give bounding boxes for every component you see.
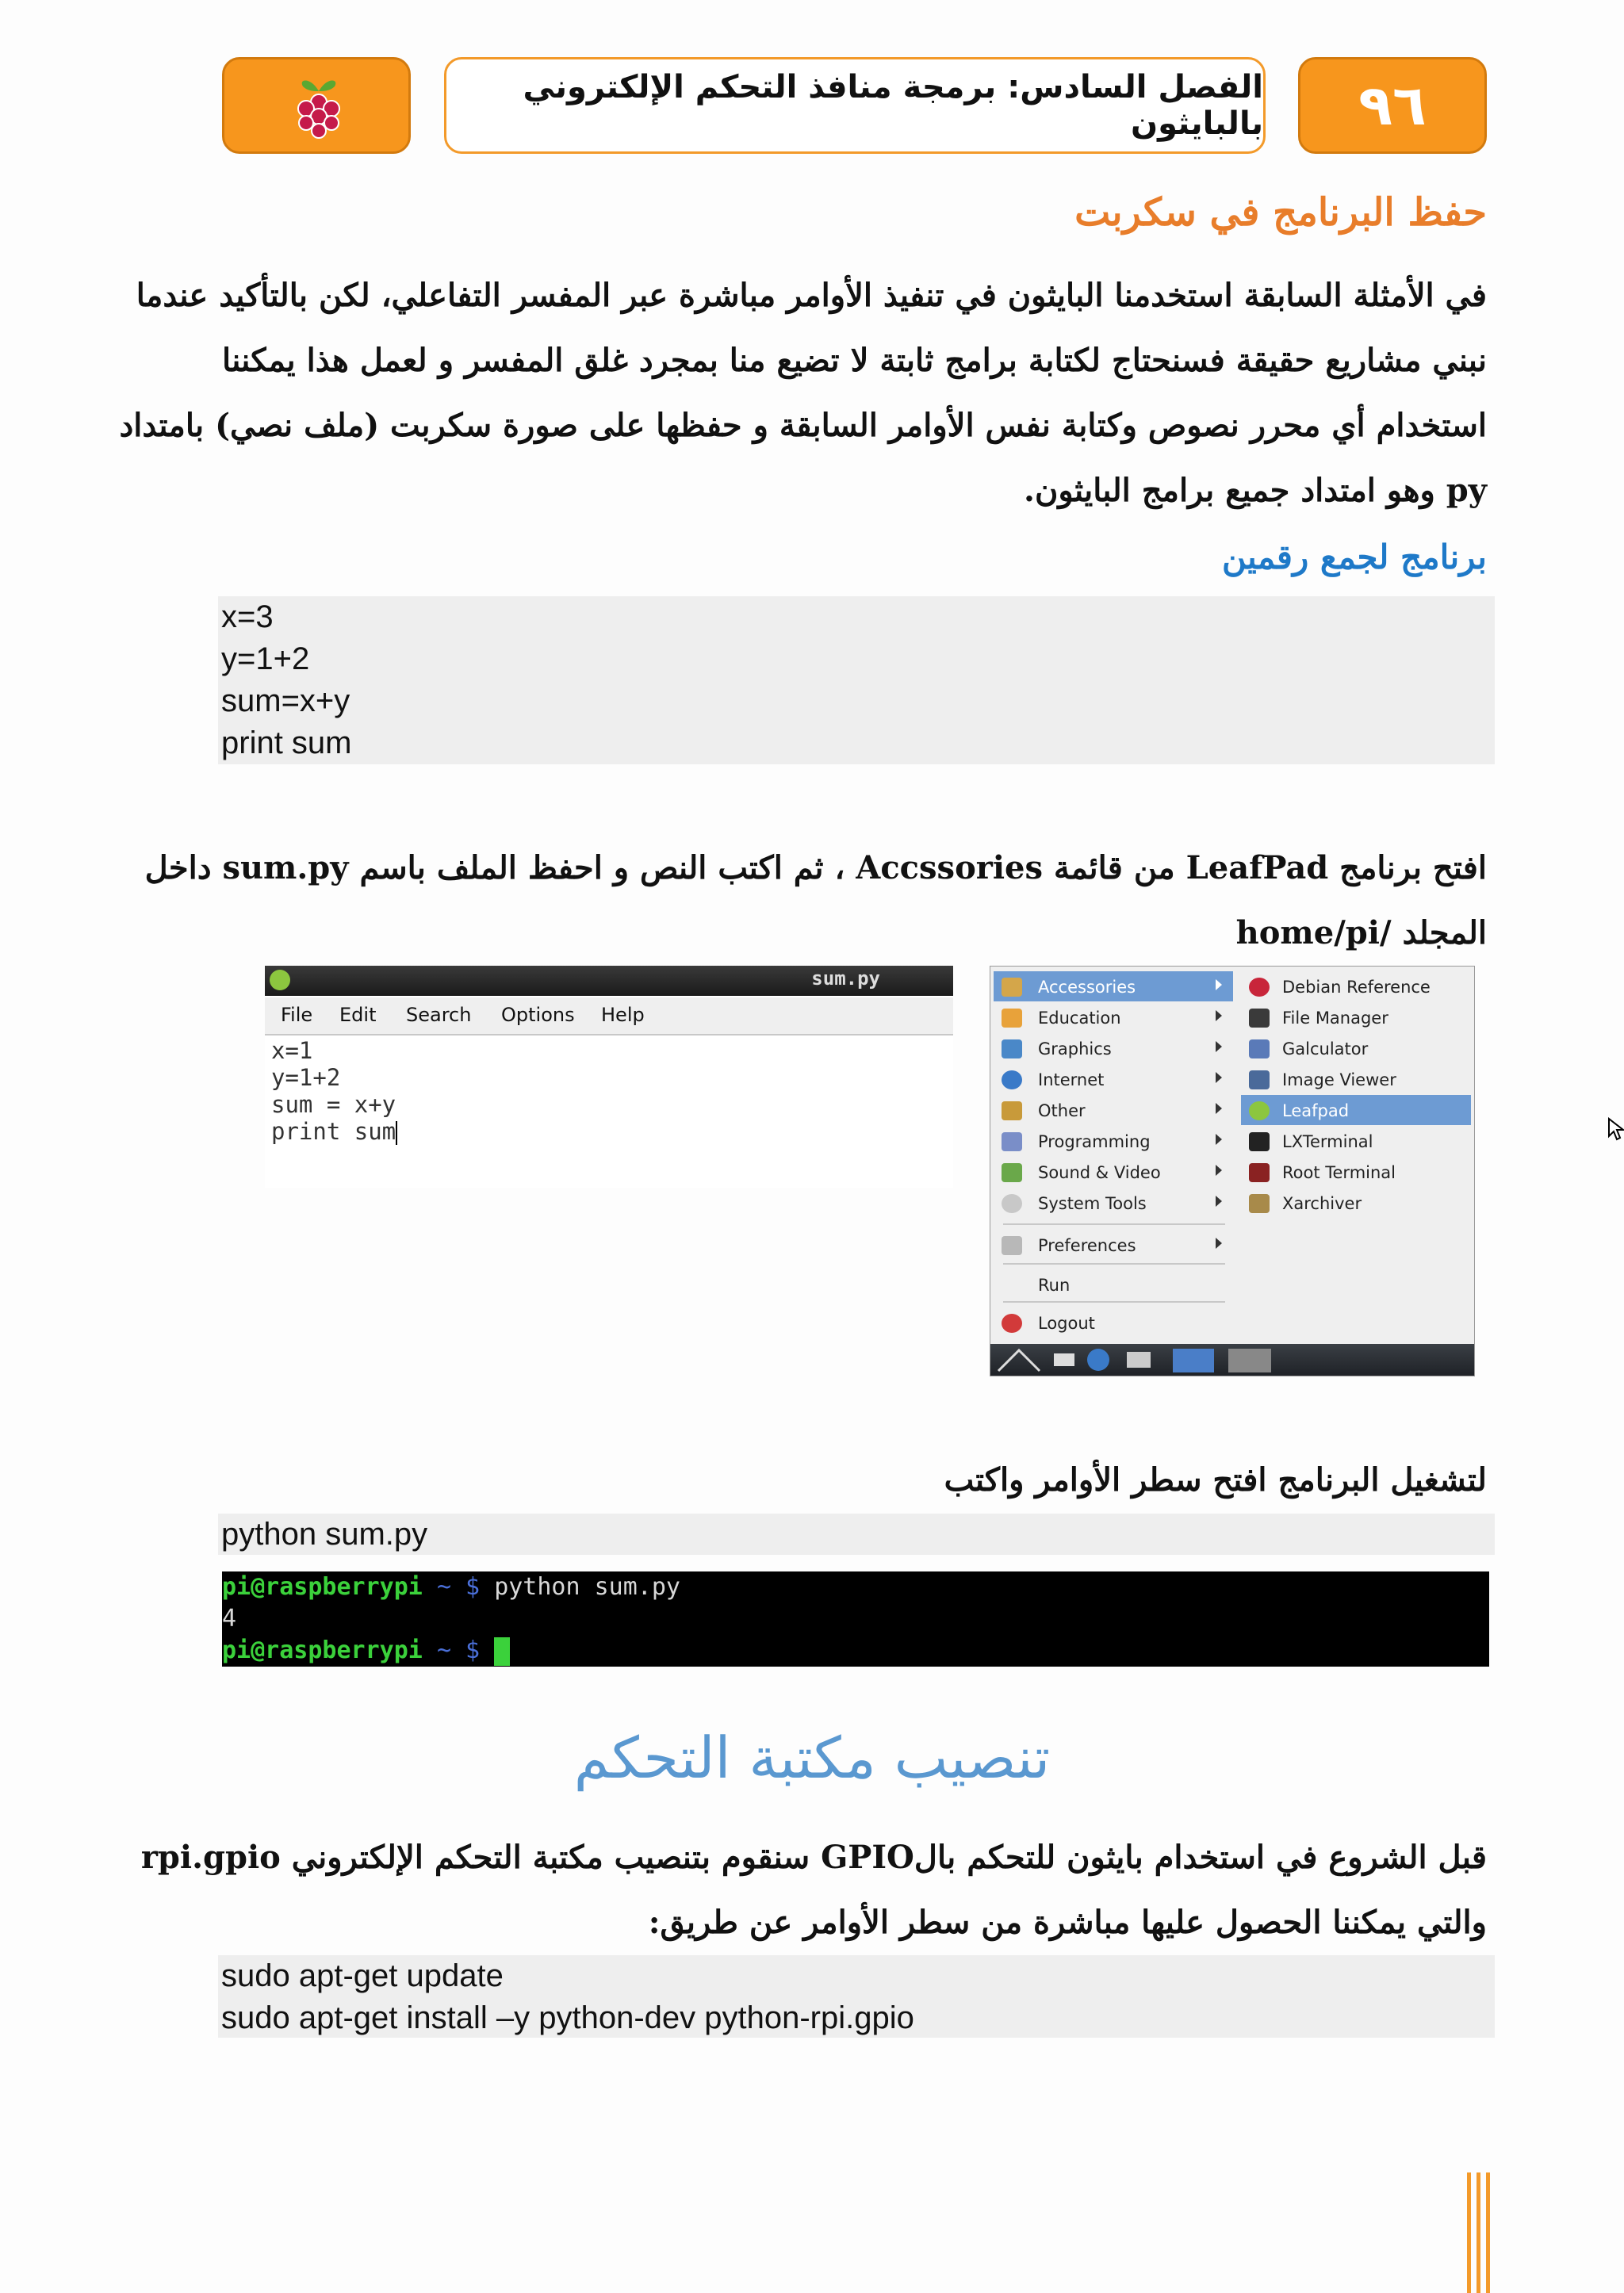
menu-item-label: LXTerminal: [1282, 1132, 1373, 1151]
page-number: ٩٦: [1358, 73, 1427, 138]
code-block-run: [218, 1514, 1495, 1555]
submenu-item-xarchiver[interactable]: [1241, 1188, 1471, 1218]
terminal-line: [222, 1635, 510, 1667]
accessories-icon: [1002, 978, 1022, 997]
menu-item-other[interactable]: [994, 1095, 1233, 1125]
menu-item-label: Xarchiver: [1282, 1194, 1362, 1213]
terminal-command: python sum.py: [494, 1573, 680, 1601]
section-heading: حفظ البرنامج في سكربت: [1074, 190, 1487, 235]
internet-icon: [1002, 1070, 1022, 1089]
paragraph-line: py وهو امتداد جميع برامج البايثون.: [1024, 472, 1487, 509]
desktop-icon[interactable]: [1127, 1352, 1151, 1368]
instruction-line: المجلد /home/pi: [1235, 914, 1487, 951]
menu-categories: [990, 967, 1239, 1344]
other-icon: [1002, 1101, 1022, 1120]
menu-options[interactable]: Options: [501, 1004, 575, 1026]
menu-item-label: Galculator: [1282, 1039, 1369, 1058]
paragraph-line: والتي يمكننا الحصول عليها مباشرة من سطر الأوامر عن طريق:: [648, 1904, 1487, 1941]
terminal-path: ~ $: [436, 1636, 481, 1664]
task-button[interactable]: [1228, 1349, 1271, 1372]
paragraph-line: نبني مشاريع حقيقة فسنحتاج لكتابة برامج ثابتة لا تضيع منا بمجرد غلق المفسر و لعمل هذا يمكننا: [222, 342, 1487, 379]
menu-item-label: Education: [1038, 1009, 1121, 1028]
education-icon: [1002, 1009, 1022, 1028]
menu-help[interactable]: Help: [601, 1004, 645, 1026]
page-number-box: [1298, 57, 1487, 154]
menu-item-sound-video[interactable]: [994, 1157, 1233, 1187]
code-block-sum: [218, 596, 1495, 764]
chapter-title-box: [444, 57, 1266, 154]
menu-item-label: Programming: [1038, 1132, 1151, 1151]
menu-item-run[interactable]: [994, 1269, 1233, 1300]
code-line: python sum.py: [221, 1517, 428, 1552]
submenu-item-image-viewer[interactable]: [1241, 1064, 1471, 1094]
terminal-line: [222, 1571, 680, 1603]
terminal-output: [222, 1571, 1489, 1667]
menu-item-label: Sound & Video: [1038, 1163, 1161, 1182]
menu-item-label: Graphics: [1038, 1039, 1112, 1058]
file-manager-icon: [1249, 1009, 1270, 1028]
terminal-prompt: pi@raspberrypi: [222, 1636, 423, 1664]
editor-line: y=1+2: [271, 1064, 341, 1091]
task-button[interactable]: [1173, 1349, 1214, 1372]
chevron-right-icon: [1216, 1134, 1222, 1145]
menu-item-logout[interactable]: [994, 1307, 1233, 1338]
code-line: sudo apt-get update: [221, 1958, 504, 1993]
menu-item-programming[interactable]: [994, 1126, 1233, 1156]
menu-item-label: System Tools: [1038, 1194, 1147, 1213]
logo-box: [222, 57, 411, 154]
code-line: y=1+2: [221, 641, 310, 676]
mouse-cursor-icon: [1607, 1117, 1624, 1141]
programming-icon: [1002, 1132, 1022, 1151]
code-line: print sum: [221, 725, 352, 760]
text-caret: [396, 1121, 397, 1145]
chevron-right-icon: [1216, 1196, 1222, 1207]
leafpad-menubar: [265, 997, 953, 1035]
logout-icon: [1002, 1314, 1022, 1333]
terminal-cursor: [494, 1637, 510, 1666]
terminal-prompt: pi@raspberrypi: [222, 1573, 423, 1601]
chevron-right-icon: [1216, 979, 1222, 990]
chevron-right-icon: [1216, 1238, 1222, 1249]
taskbar: [990, 1344, 1474, 1376]
menu-item-graphics[interactable]: [994, 1033, 1233, 1063]
menu-item-label: Internet: [1038, 1070, 1105, 1089]
root-terminal-icon: [1249, 1163, 1270, 1182]
menu-item-label: Preferences: [1038, 1236, 1136, 1255]
menu-separator: [1003, 1301, 1225, 1303]
preferences-icon: [1002, 1236, 1022, 1255]
debian-icon: [1249, 978, 1270, 997]
code-line: x=3: [221, 599, 274, 634]
menu-item-label: Run: [1038, 1276, 1071, 1295]
submenu-item-debian-reference[interactable]: [1241, 971, 1471, 1001]
submenu-item-galculator[interactable]: [1241, 1033, 1471, 1063]
paragraph-line: في الأمثلة السابقة استخدمنا البايثون في تنفيذ الأوامر مباشرة عبر المفسر التفاعلي، لكن بالتأكيد عندما: [136, 277, 1487, 314]
run-instruction: لتشغيل البرنامج افتح سطر الأوامر واكتب: [944, 1461, 1487, 1499]
accessories-submenu: [1238, 967, 1474, 1344]
menu-search[interactable]: Search: [406, 1004, 472, 1026]
paragraph-line: استخدام أي محرر نصوص وكتابة نفس الأوامر السابقة و حفظها على صورة سكربت (ملف نصي) بامتداد: [119, 407, 1487, 444]
chevron-right-icon: [1216, 1041, 1222, 1052]
submenu-item-file-manager[interactable]: [1241, 1002, 1471, 1032]
editor-line: sum = x+y: [271, 1091, 396, 1118]
leafpad-titlebar[interactable]: [265, 966, 953, 996]
calculator-icon: [1249, 1039, 1270, 1058]
menu-item-label: Root Terminal: [1282, 1163, 1396, 1182]
menu-separator: [1003, 1223, 1225, 1225]
chapter-title: الفصل السادس: برمجة منافذ التحكم الإلكتروني بالبايثون: [523, 69, 1263, 142]
start-menu: [990, 966, 1475, 1376]
graphics-icon: [1002, 1039, 1022, 1058]
menu-item-system-tools[interactable]: [994, 1188, 1233, 1218]
editor-line-last: [271, 1118, 397, 1145]
browser-launcher-icon[interactable]: [1087, 1349, 1109, 1371]
leafpad-icon: [270, 970, 290, 990]
image-viewer-icon: [1249, 1070, 1270, 1089]
code-block-install: [218, 1955, 1495, 2038]
menu-item-label: Accessories: [1038, 978, 1136, 997]
submenu-item-lxterminal[interactable]: [1241, 1126, 1471, 1156]
chevron-right-icon: [1216, 1072, 1222, 1083]
editor-line: x=1: [271, 1037, 313, 1064]
chevron-right-icon: [1216, 1103, 1222, 1114]
raspberry-pi-logo: [287, 74, 350, 142]
menu-launcher-icon[interactable]: [995, 1347, 1043, 1372]
menu-item-label: Image Viewer: [1282, 1070, 1396, 1089]
menu-item-education[interactable]: [994, 1002, 1233, 1032]
program-subheading: برنامج لجمع رقمين: [1221, 538, 1487, 576]
paragraph-line: قبل الشروع في استخدام بايثون للتحكم بالGPIO سنقوم بتنصيب مكتبة التحكم الإلكتروني rpi.gpio: [140, 1839, 1487, 1876]
menu-item-label: Other: [1038, 1101, 1086, 1120]
menu-item-accessories[interactable]: [994, 971, 1233, 1001]
submenu-item-leafpad[interactable]: [1241, 1095, 1471, 1125]
page-decoration-bar: [1477, 2172, 1480, 2293]
leafpad-window: [265, 966, 953, 1188]
window-title: sum.py: [811, 967, 880, 990]
menu-edit[interactable]: Edit: [339, 1004, 377, 1026]
menu-item-label: Debian Reference: [1282, 978, 1431, 997]
menu-item-label: Leafpad: [1282, 1101, 1350, 1120]
editor-line: print sum: [271, 1118, 396, 1145]
section-title: تنصيب مكتبة التحكم: [573, 1725, 1051, 1791]
terminal-output-line: 4: [222, 1605, 237, 1633]
chevron-right-icon: [1216, 1165, 1222, 1176]
page-decoration-bar: [1486, 2172, 1490, 2293]
leafpad-icon: [1249, 1101, 1270, 1120]
submenu-item-root-terminal[interactable]: [1241, 1157, 1471, 1187]
xarchiver-icon: [1249, 1194, 1270, 1213]
page-decoration-bar: [1467, 2172, 1471, 2293]
menu-file[interactable]: File: [281, 1004, 313, 1026]
leafpad-text-area[interactable]: [271, 1037, 397, 1145]
code-line: sudo apt-get install –y python-dev python-rpi.gpio: [221, 2000, 914, 2035]
system-tools-icon: [1002, 1194, 1022, 1213]
menu-item-internet[interactable]: [994, 1064, 1233, 1094]
menu-separator: [1003, 1263, 1225, 1265]
menu-item-label: Logout: [1038, 1314, 1095, 1333]
terminal-path: ~ $: [436, 1573, 481, 1601]
chevron-right-icon: [1216, 1010, 1222, 1021]
instruction-line: افتح برنامج LeafPad من قائمة Accssories ، ثم اكتب النص و احفظ الملف باسم sum.py داخل: [144, 849, 1487, 886]
menu-item-label: File Manager: [1282, 1009, 1388, 1028]
sound-video-icon: [1002, 1163, 1022, 1182]
file-manager-launcher-icon[interactable]: [1054, 1353, 1074, 1366]
code-line: sum=x+y: [221, 683, 350, 718]
menu-item-preferences[interactable]: [994, 1230, 1233, 1260]
terminal-icon: [1249, 1132, 1270, 1151]
